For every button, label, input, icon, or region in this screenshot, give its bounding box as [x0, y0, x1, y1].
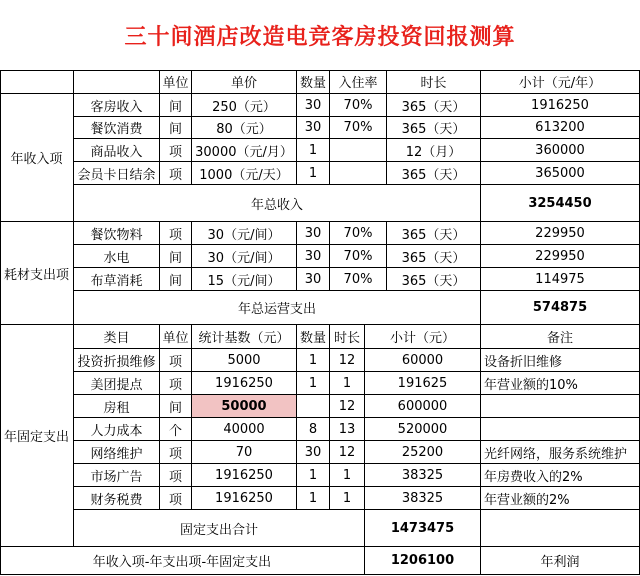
- income-item-duration: 365（天）: [387, 117, 481, 139]
- fixed-item-name: 市场广告: [74, 464, 160, 487]
- fixed-item-unit: 个: [160, 418, 192, 441]
- fixed-item-name: 财务税费: [74, 487, 160, 510]
- income-item-price: 80（元）: [192, 117, 297, 139]
- consumable-item-occupancy: 70%: [330, 268, 387, 291]
- profit-label: 年利润: [481, 547, 640, 575]
- fixed-item-subtotal: 38325: [365, 487, 481, 510]
- income-total-label: 年总收入: [74, 185, 481, 222]
- fixed-header-base: 统计基数（元）: [192, 325, 297, 349]
- fixed-item-qty: 1: [297, 464, 330, 487]
- consumable-item-unit: 间: [160, 245, 192, 268]
- income-item-occupancy: [330, 162, 387, 185]
- consumable-item-price: 30（元/间）: [192, 245, 297, 268]
- section-label-consumables: 耗材支出项: [0, 222, 74, 325]
- fixed-item-subtotal: 520000: [365, 418, 481, 441]
- fixed-item-duration: 1: [330, 487, 365, 510]
- fixed-item-duration: 1: [330, 372, 365, 395]
- fixed-total-value: 1473475: [365, 510, 481, 547]
- income-item-name: 餐饮消费: [74, 117, 160, 139]
- consumable-item-qty: 30: [297, 268, 330, 291]
- fixed-item-name: 投资折损维修: [74, 349, 160, 372]
- fixed-item-note: 年营业额的2%: [481, 487, 640, 510]
- fixed-total-label: 固定支出合计: [74, 510, 365, 547]
- consumables-total-label: 年总运营支出: [74, 291, 481, 325]
- consumable-item-duration: 365（天）: [387, 268, 481, 291]
- fixed-item-qty: [297, 395, 330, 418]
- fixed-item-duration: 12: [330, 349, 365, 372]
- header-price: 单价: [192, 70, 297, 94]
- fixed-item-name: 美团提点: [74, 372, 160, 395]
- income-item-price: 1000（元/天）: [192, 162, 297, 185]
- income-item-qty: 1: [297, 162, 330, 185]
- fixed-item-unit: 项: [160, 372, 192, 395]
- income-item-unit: 项: [160, 139, 192, 162]
- income-item-qty: 30: [297, 94, 330, 117]
- income-item-qty: 30: [297, 117, 330, 139]
- fixed-item-note: 年房费收入的2%: [481, 464, 640, 487]
- fixed-header-item: 类目: [74, 325, 160, 349]
- consumable-item-occupancy: 70%: [330, 222, 387, 245]
- fixed-item-base: 40000: [192, 418, 297, 441]
- fixed-item-base: 1916250: [192, 372, 297, 395]
- fixed-header-subtotal: 小计（元）: [365, 325, 481, 349]
- consumable-item-duration: 365（天）: [387, 245, 481, 268]
- fixed-item-name: 房租: [74, 395, 160, 418]
- fixed-item-qty: 1: [297, 372, 330, 395]
- fixed-item-base: 70: [192, 441, 297, 464]
- income-item-subtotal: 365000: [481, 162, 640, 185]
- section-label-income: 年收入项: [0, 94, 74, 222]
- header-duration: 时长: [387, 70, 481, 94]
- income-item-unit: 项: [160, 162, 192, 185]
- income-item-unit: 间: [160, 94, 192, 117]
- income-item-duration: 12（月）: [387, 139, 481, 162]
- consumable-item-subtotal: 229950: [481, 222, 640, 245]
- fixed-item-duration: 13: [330, 418, 365, 441]
- consumable-item-unit: 项: [160, 222, 192, 245]
- income-item-subtotal: 613200: [481, 117, 640, 139]
- fixed-header-duration: 时长: [330, 325, 365, 349]
- income-total-value: 3254450: [481, 185, 640, 222]
- income-item-name: 客房收入: [74, 94, 160, 117]
- fixed-item-unit: 项: [160, 487, 192, 510]
- fixed-item-qty: 8: [297, 418, 330, 441]
- income-item-subtotal: 1916250: [481, 94, 640, 117]
- fixed-item-duration: 1: [330, 464, 365, 487]
- consumable-item-occupancy: 70%: [330, 245, 387, 268]
- income-item-occupancy: 70%: [330, 94, 387, 117]
- consumable-item-price: 15（元/间）: [192, 268, 297, 291]
- fixed-item-note: 年营业额的10%: [481, 372, 640, 395]
- header-subtotal: 小计（元/年）: [481, 70, 640, 94]
- income-item-price: 250（元）: [192, 94, 297, 117]
- income-item-duration: 365（天）: [387, 94, 481, 117]
- fixed-item-note: [481, 395, 640, 418]
- consumable-item-subtotal: 229950: [481, 245, 640, 268]
- consumable-item-qty: 30: [297, 245, 330, 268]
- fixed-item-note: 设备折旧维修: [481, 349, 640, 372]
- income-item-qty: 1: [297, 139, 330, 162]
- fixed-item-qty: 1: [297, 349, 330, 372]
- fixed-total-blank: [481, 510, 640, 547]
- section-label-fixed: 年固定支出: [0, 325, 74, 547]
- consumable-item-price: 30（元/间）: [192, 222, 297, 245]
- fixed-header-qty: 数量: [297, 325, 330, 349]
- consumable-item-qty: 30: [297, 222, 330, 245]
- fixed-item-duration: 12: [330, 441, 365, 464]
- fixed-item-duration: 12: [330, 395, 365, 418]
- fixed-item-base: 1916250: [192, 487, 297, 510]
- fixed-header-unit: 单位: [160, 325, 192, 349]
- income-item-duration: 365（天）: [387, 162, 481, 185]
- page-title: 三十间酒店改造电竞客房投资回报测算: [124, 24, 516, 50]
- header-blank: [0, 70, 74, 94]
- fixed-item-subtotal: 191625: [365, 372, 481, 395]
- consumable-item-unit: 间: [160, 268, 192, 291]
- fixed-item-note: [481, 418, 640, 441]
- fixed-item-unit: 项: [160, 464, 192, 487]
- consumables-total-value: 574875: [481, 291, 640, 325]
- income-item-unit: 间: [160, 117, 192, 139]
- fixed-item-qty: 30: [297, 441, 330, 464]
- fixed-item-base: 50000: [192, 395, 297, 418]
- fixed-item-note: 光纤网络，服务系统维护: [481, 441, 640, 464]
- consumable-item-subtotal: 114975: [481, 268, 640, 291]
- consumable-item-name: 餐饮物料: [74, 222, 160, 245]
- fixed-header-note: 备注: [481, 325, 640, 349]
- income-item-name: 会员卡日结余: [74, 162, 160, 185]
- income-item-subtotal: 360000: [481, 139, 640, 162]
- header-occupancy: 入住率: [330, 70, 387, 94]
- fixed-item-subtotal: 25200: [365, 441, 481, 464]
- fixed-item-name: 人力成本: [74, 418, 160, 441]
- profit-formula: 年收入项-年支出项-年固定支出: [0, 547, 365, 575]
- fixed-item-subtotal: 38325: [365, 464, 481, 487]
- income-item-name: 商品收入: [74, 139, 160, 162]
- fixed-item-base: 5000: [192, 349, 297, 372]
- fixed-item-qty: 1: [297, 487, 330, 510]
- header-blank-2: [74, 70, 160, 94]
- fixed-item-subtotal: 600000: [365, 395, 481, 418]
- consumable-item-name: 布草消耗: [74, 268, 160, 291]
- income-item-occupancy: [330, 139, 387, 162]
- consumable-item-name: 水电: [74, 245, 160, 268]
- fixed-item-unit: 项: [160, 441, 192, 464]
- income-item-occupancy: 70%: [330, 117, 387, 139]
- fixed-item-unit: 项: [160, 349, 192, 372]
- consumable-item-duration: 365（天）: [387, 222, 481, 245]
- profit-value: 1206100: [365, 547, 481, 575]
- fixed-item-base: 1916250: [192, 464, 297, 487]
- header-unit: 单位: [160, 70, 192, 94]
- income-item-price: 30000（元/月）: [192, 139, 297, 162]
- fixed-item-unit: 间: [160, 395, 192, 418]
- fixed-item-name: 网络维护: [74, 441, 160, 464]
- header-qty: 数量: [297, 70, 330, 94]
- fixed-item-subtotal: 60000: [365, 349, 481, 372]
